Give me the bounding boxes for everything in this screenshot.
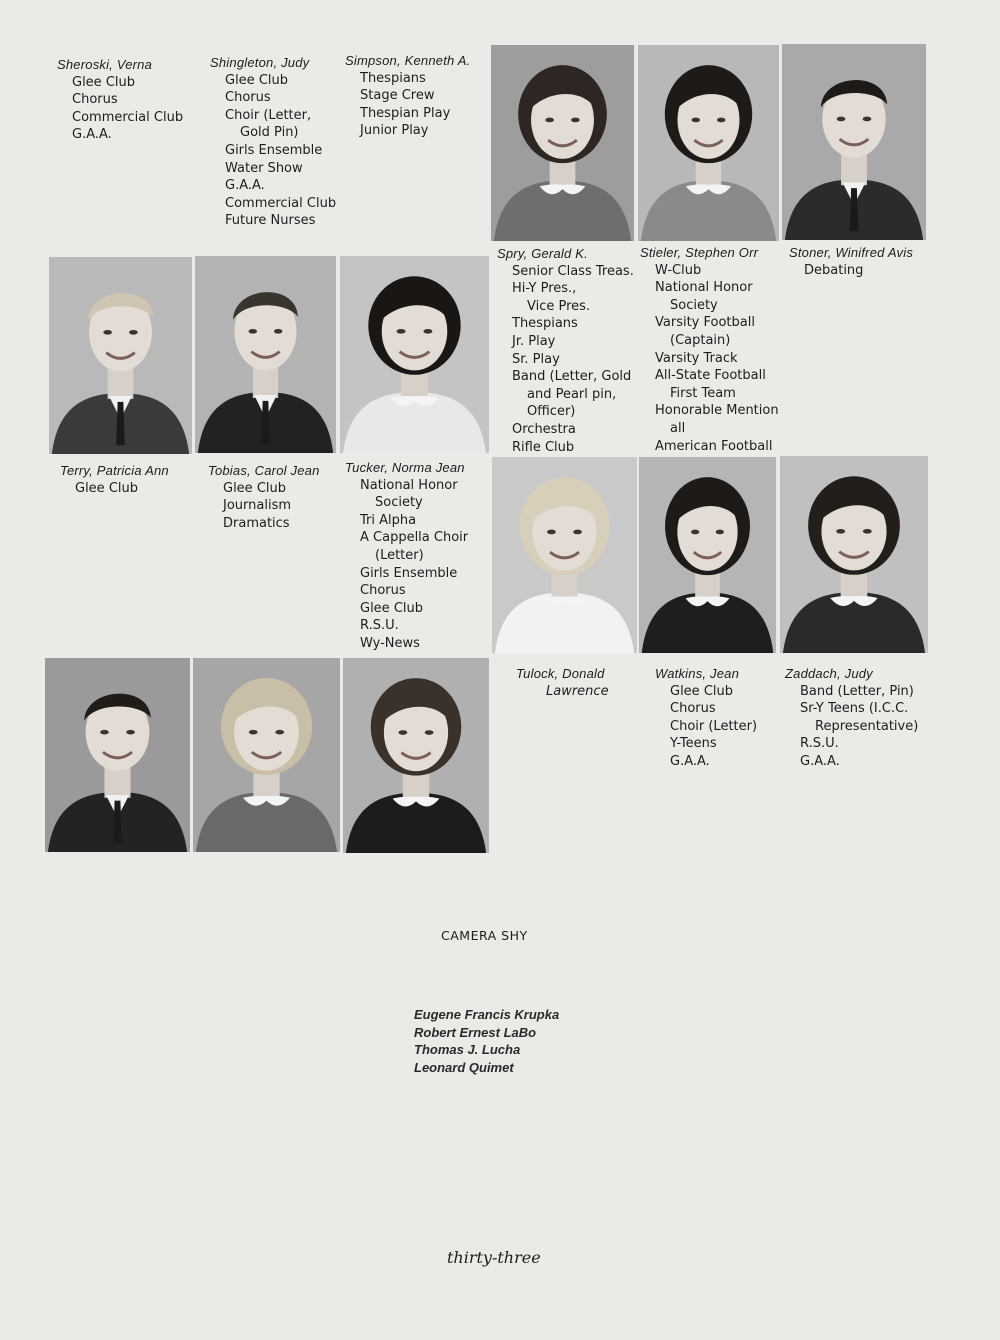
activity-list: [57, 74, 183, 144]
activity-item: Chorus: [72, 92, 118, 108]
student-name: Tucker, Norma Jean: [345, 460, 465, 475]
activity-item: Debating: [804, 262, 864, 278]
activity-item: R.S.U.: [800, 736, 839, 752]
portrait-photo: [343, 658, 489, 853]
activity-item: Wy-News: [360, 635, 420, 651]
student-name: Terry, Patricia Ann: [60, 463, 169, 478]
portrait-silhouette: [492, 457, 637, 653]
entry-stieler: [640, 244, 779, 455]
activity-item: Girls Ensemble: [225, 142, 323, 158]
activity-item: Glee Club: [75, 480, 138, 496]
activity-item: Glee Club: [670, 683, 733, 699]
activity-item: Future Nurses: [225, 213, 316, 229]
activity-item: National Honor: [360, 477, 458, 493]
student-name: Sheroski, Verna: [57, 57, 153, 72]
activity-list: [345, 477, 468, 653]
portrait-photo: [639, 457, 776, 653]
entry-zaddach: [785, 665, 918, 771]
student-name: Stoner, Winifred Avis: [789, 245, 914, 260]
entry-tobias: [208, 462, 320, 532]
activity-item: Glee Club: [360, 600, 423, 616]
activity-item: Tri Alpha: [360, 512, 417, 528]
activity-item: Chorus: [225, 90, 271, 106]
student-name: Tobias, Carol Jean: [208, 463, 320, 478]
activity-item: Rifle Club: [512, 439, 575, 455]
portrait-silhouette: [45, 658, 190, 852]
student-name: Simpson, Kenneth A.: [345, 53, 471, 68]
entry-spry: [497, 245, 634, 456]
activity-item: A Cappella Choir: [360, 530, 469, 546]
activity-item: Choir (Letter): [670, 718, 758, 734]
entry-tucker: [345, 459, 468, 653]
activity-item: National Honor: [655, 280, 753, 296]
portrait-silhouette: [780, 456, 928, 653]
camera-shy-name: Robert Ernest LaBo: [414, 1024, 537, 1040]
activity-item: Y-Teens: [670, 736, 717, 752]
activity-list: [640, 262, 779, 456]
activity-item: Band (Letter, Gold: [512, 369, 632, 385]
student-name: Zaddach, Judy: [785, 666, 873, 681]
activity-list: [60, 480, 169, 498]
portrait-silhouette: [340, 256, 489, 453]
activity-item: Commercial Club: [72, 109, 184, 125]
student-name: Shingleton, Judy: [210, 55, 310, 70]
page-number: thirty-three: [447, 1248, 541, 1267]
portrait-photo: [491, 45, 634, 241]
student-name: Tulock, Donald: [516, 666, 605, 681]
portrait-silhouette: [195, 256, 336, 453]
portrait-photo: [340, 256, 489, 453]
entry-tulock: [516, 665, 609, 700]
student-name: Watkins, Jean: [655, 666, 740, 681]
activity-item: Society: [375, 495, 423, 511]
activity-item: Junior Play: [360, 123, 429, 139]
activity-item: Honorable Mention: [655, 403, 779, 419]
activity-item: Chorus: [360, 583, 406, 599]
activity-item: American Football: [655, 438, 773, 454]
activity-item: W-Club: [655, 262, 702, 278]
activity-item: Band (Letter, Pin): [800, 683, 914, 699]
activity-item: (Letter): [375, 547, 424, 563]
portrait-silhouette: [343, 658, 489, 853]
entry-stoner: [789, 244, 913, 279]
activity-item: Glee Club: [223, 480, 286, 496]
activity-list: [497, 263, 634, 457]
entry-terry: [60, 462, 169, 497]
activity-item: Senior Class Treas.: [512, 263, 634, 279]
activity-item: G.A.A.: [670, 753, 710, 769]
camera-shy-name: Eugene Francis Krupka: [414, 1007, 560, 1022]
entry-watkins: [655, 665, 757, 771]
activity-list: [345, 70, 470, 140]
portrait-silhouette: [782, 44, 926, 240]
portrait-silhouette: [49, 257, 192, 454]
portrait-photo: [638, 45, 779, 241]
student-name: Stieler, Stephen Orr: [640, 245, 759, 260]
activity-item: Commercial Club: [225, 195, 337, 211]
activity-item: Hi-Y Pres.,: [512, 281, 577, 297]
camera-shy-list: [414, 1006, 559, 1076]
activity-item: Sr. Play: [512, 351, 560, 367]
activity-item: Thespians: [512, 316, 578, 332]
entry-simpson: [345, 52, 470, 140]
activity-item: G.A.A.: [800, 753, 840, 769]
portrait-photo: [193, 658, 340, 852]
activity-item: Varsity Track: [655, 350, 738, 366]
activity-item: (Captain): [670, 332, 731, 348]
activity-item: G.A.A.: [72, 127, 112, 143]
activity-item: Jr. Play: [512, 333, 556, 349]
portrait-photo: [49, 257, 192, 454]
activity-item: Stage Crew: [360, 88, 435, 104]
portrait-silhouette: [639, 457, 776, 653]
activity-item: Orchestra: [512, 421, 576, 437]
activity-item: Lawrence: [546, 683, 609, 699]
portrait-photo: [782, 44, 926, 240]
activity-item: Varsity Football: [655, 315, 755, 331]
activity-item: R.S.U.: [360, 618, 399, 634]
activity-item: Officer): [527, 404, 576, 420]
activity-item: Thespians: [360, 70, 426, 86]
portrait-photo: [45, 658, 190, 852]
camera-shy-name: Thomas J. Lucha: [414, 1042, 521, 1057]
activity-item: All-State Football: [655, 368, 766, 384]
activity-item: Choir (Letter,: [225, 107, 312, 123]
entry-shingleton: [210, 54, 336, 230]
activity-list: [516, 683, 609, 701]
portrait-silhouette: [638, 45, 779, 241]
activity-item: G.A.A.: [225, 178, 265, 194]
activity-item: Vice Pres.: [527, 298, 591, 314]
portrait-photo: [195, 256, 336, 453]
activity-list: [208, 480, 320, 533]
portrait-silhouette: [193, 658, 340, 852]
activity-item: Chorus: [670, 701, 716, 717]
activity-item: Representative): [815, 718, 919, 734]
portrait-photo: [780, 456, 928, 653]
portrait-silhouette: [491, 45, 634, 241]
activity-item: Water Show: [225, 160, 303, 176]
portrait-photo: [492, 457, 637, 653]
activity-list: [655, 683, 757, 771]
camera-shy-heading: CAMERA SHY: [441, 928, 528, 943]
activity-item: Gold Pin): [240, 125, 299, 141]
activity-list: [785, 683, 918, 771]
activity-list: [210, 72, 336, 230]
activity-item: Sr-Y Teens (I.C.C.: [800, 701, 909, 717]
activity-item: all: [670, 420, 686, 436]
activity-item: Glee Club: [225, 72, 288, 88]
activity-item: Thespian Play: [360, 105, 451, 121]
activity-item: Glee Club: [72, 74, 135, 90]
activity-item: Girls Ensemble: [360, 565, 458, 581]
activity-item: and Pearl pin,: [527, 386, 617, 402]
activity-item: Dramatics: [223, 515, 290, 531]
activity-item: Society: [670, 297, 718, 313]
student-name: Spry, Gerald K.: [497, 246, 588, 261]
activity-item: Journalism: [223, 498, 292, 514]
activity-item: First Team: [670, 385, 736, 401]
activity-list: [789, 262, 913, 280]
camera-shy-name: Leonard Quimet: [414, 1059, 514, 1075]
entry-sheroski: [57, 56, 183, 144]
